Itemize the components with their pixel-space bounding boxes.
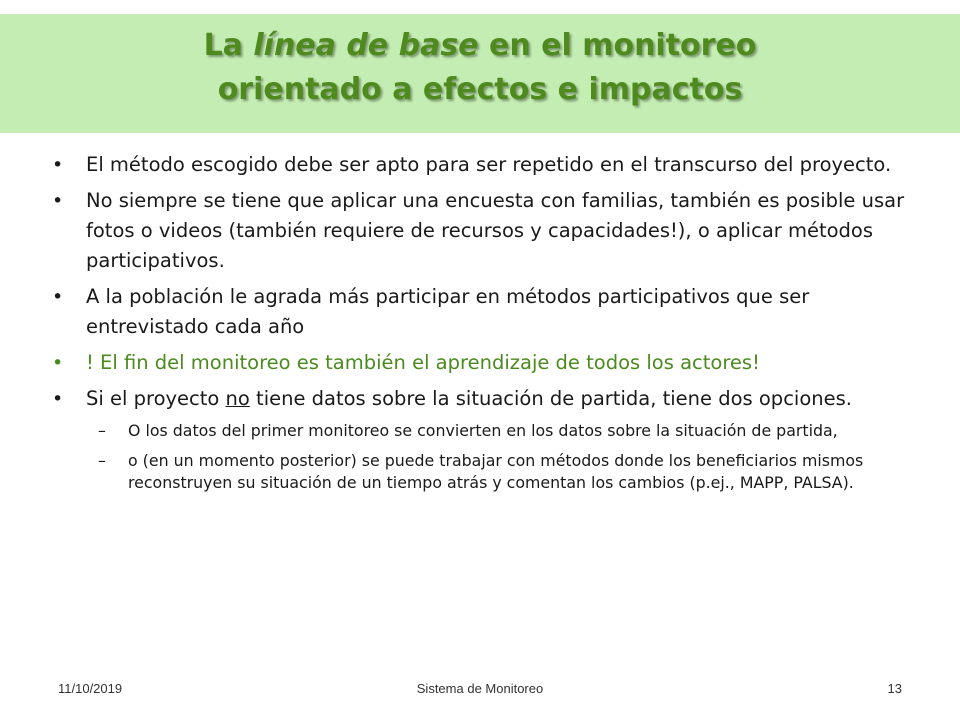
sub-bullet-marker: – — [98, 421, 106, 440]
title-line1-c: en el monitoreo — [478, 28, 757, 63]
sub-bullet-item — [48, 420, 908, 442]
bullet-text: ! El fin del monitoreo es también el aprendizaje de todos los actores! — [86, 351, 760, 374]
sub-bullet-text: O los datos del primer monitoreo se convierten en los datos sobre la situación de partida, — [128, 421, 838, 440]
title-line2: orientado a efectos e impactos — [217, 72, 743, 107]
bullet-text-b: tiene datos sobre la situación de partida, tiene dos opciones. — [249, 387, 852, 410]
bullet-marker: • — [52, 388, 64, 410]
bullet-text: El método escogido debe ser apto para ser repetido en el transcurso del proyecto. — [86, 153, 892, 176]
bullet-text-a: Si el proyecto — [86, 387, 226, 410]
bullet-item-highlight — [48, 348, 908, 378]
bullet-text: No siempre se tiene que aplicar una encuesta con familias, también es posible usar fotos o videos (también requiere de recursos y capacidades!), o aplicar métodos participativos. — [86, 189, 905, 272]
slide-title — [0, 24, 960, 112]
sub-bullet-item — [48, 450, 908, 494]
slide-body — [48, 150, 908, 502]
title-line1-a: La — [203, 28, 254, 63]
bullet-marker: • — [52, 286, 64, 308]
footer-date: 11/10/2019 — [58, 681, 123, 696]
sub-bullet-marker: – — [98, 451, 106, 470]
title-line1-emphasis: línea de base — [253, 28, 479, 63]
footer-title: Sistema de Monitoreo — [416, 681, 544, 696]
footer-page-number: 13 — [887, 681, 902, 696]
bullet-text: A la población le agrada más participar en métodos participativos que ser entrevistado cada año — [86, 285, 810, 338]
bullet-marker: • — [52, 154, 64, 176]
bullet-item — [48, 150, 908, 180]
bullet-marker: • — [52, 190, 64, 212]
bullet-item — [48, 282, 908, 342]
bullet-marker: • — [52, 352, 64, 374]
bullet-item — [48, 384, 908, 414]
sub-bullet-text: o (en un momento posterior) se puede trabajar con métodos donde los beneficiarios mismos reconstruyen su situación de un tiempo atrás y comentan los cambios (p.ej., MAPP, PALSA). — [128, 451, 864, 492]
bullet-item — [48, 186, 908, 276]
bullet-text-underlined: no — [225, 387, 250, 410]
